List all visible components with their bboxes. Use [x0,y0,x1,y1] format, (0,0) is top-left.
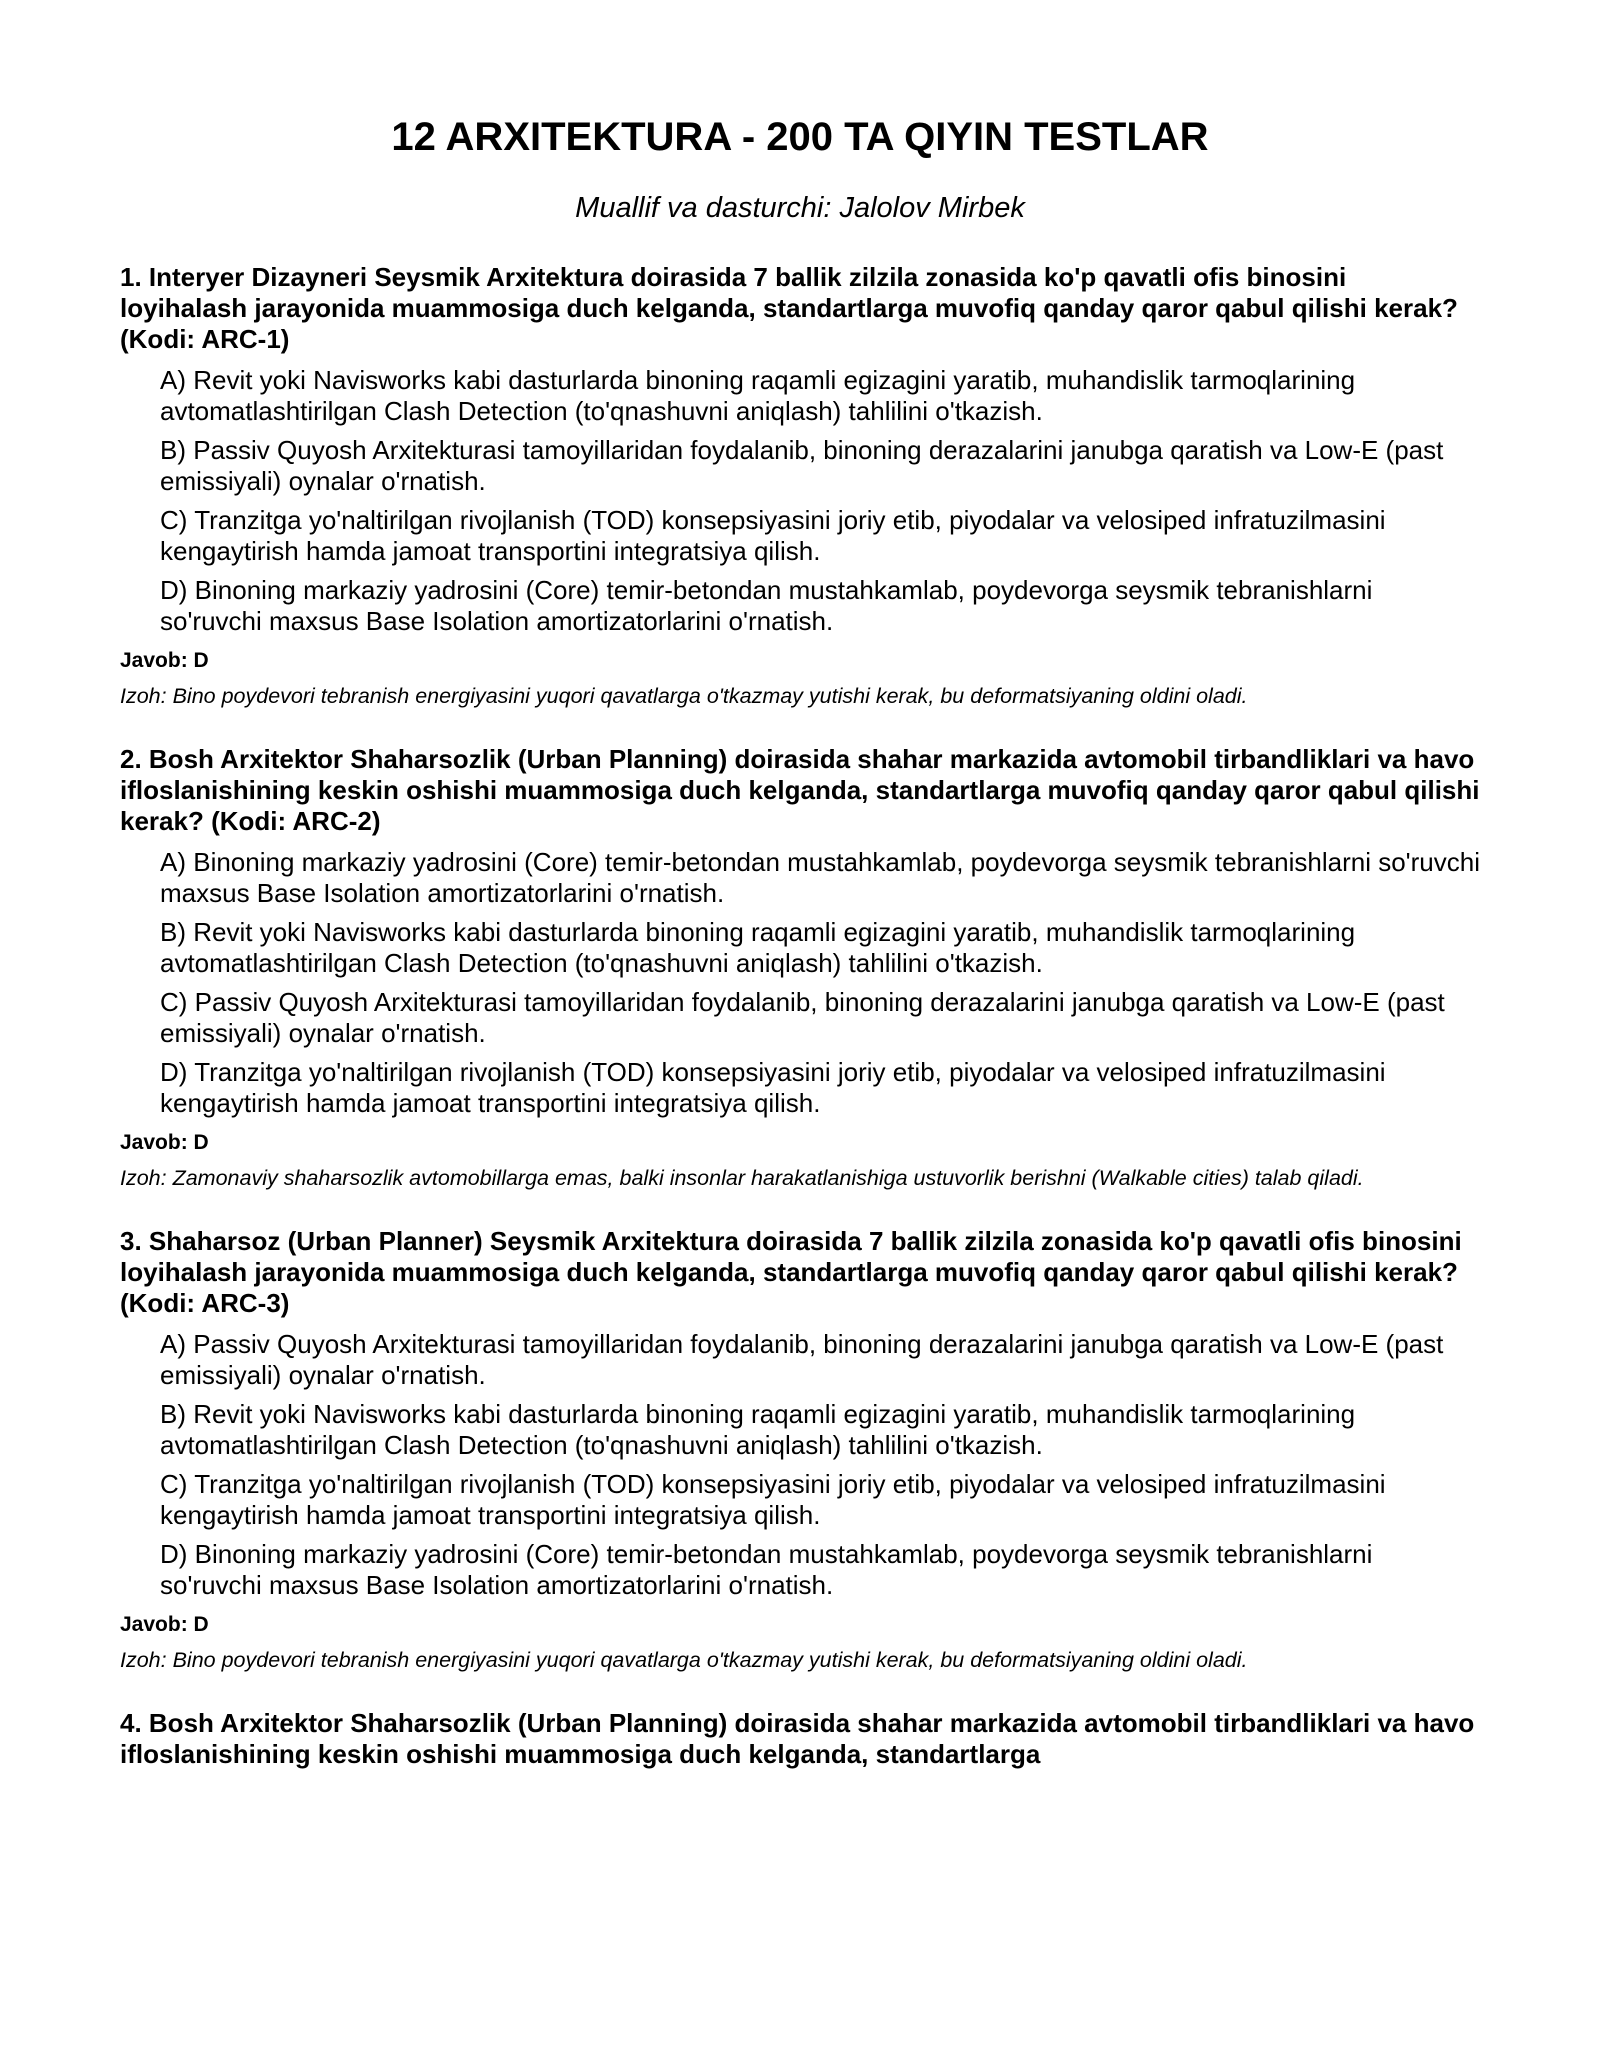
option-c: C) Passiv Quyosh Arxitekturasi tamoyillaridan foydalanib, binoning derazalarini janubga qaratish va Low-E (past emissiyali) oynalar o'rnatish. [160,987,1445,1048]
document-page [120,112,1480,1802]
question-text: 2. Bosh Arxitektor Shaharsozlik (Urban Planning) doirasida shahar markazida avtomobil tirbandliklari va havo ifloslanishining keskin oshishi muammosiga duch kelganda, standartlarga muvofiq qanday qaror qabul qilishi kerak? (Kodi: ARC-2) [120,744,1480,836]
option-d: D) Binoning markaziy yadrosini (Core) temir-betondan mustahkamlab, poydevorga seysmik tebranishlarni so'ruvchi maxsus Base Isolation amortizatorlarini o'rnatish. [160,575,1373,636]
option-d: D) Tranzitga yo'naltirilgan rivojlanish (TOD) konsepsiyasini joriy etib, piyodalar va velosiped infratuzilmasini kengaytirish hamda jamoat transportini integratsiya qilish. [160,1057,1386,1118]
answer-label: Javob: D [120,1613,209,1636]
explanation-note: Izoh: Bino poydevori tebranish energiyasini yuqori qavatlarga o'tkazmay yutishi kerak, bu deformatsiyaning oldini oladi. [120,1648,1248,1672]
option-b: B) Revit yoki Navisworks kabi dasturlarda binoning raqamli egizagini yaratib, muhandislik tarmoqlarining avtomatlashtirilgan Clash Detection (to'qnashuvni aniqlash) tahlilini o'tkazish. [160,1399,1356,1460]
explanation-note: Izoh: Zamonaviy shaharsozlik avtomobillarga emas, balki insonlar harakatlanishiga ustuvorlik berishni (Walkable cities) talab qiladi. [120,1166,1364,1190]
question-text: 1. Interyer Dizayneri Seysmik Arxitektura doirasida 7 ballik zilzila zonasida ko'p qavatli ofis binosini loyihalash jarayonida muammosiga duch kelganda, standartlarga muvofiq qanday qaror qabul qilishi kerak? (Kodi: ARC-1) [120,262,1458,354]
answer-label: Javob: D [120,1131,209,1154]
question-2 [120,744,1480,1194]
option-a: A) Binoning markaziy yadrosini (Core) temir-betondan mustahkamlab, poydevorga seysmik tebranishlarni so'ruvchi maxsus Base Isolation amortizatorlarini o'rnatish. [160,847,1480,908]
question-4 [120,1708,1480,1770]
option-a: A) Revit yoki Navisworks kabi dasturlarda binoning raqamli egizagini yaratib, muhandislik tarmoqlarining avtomatlashtirilgan Clash Detection (to'qnashuvni aniqlash) tahlilini o'tkazish. [160,365,1356,426]
question-1 [120,262,1480,712]
question-text: 4. Bosh Arxitektor Shaharsozlik (Urban Planning) doirasida shahar markazida avtomobil tirbandliklari va havo ifloslanishining keskin oshishi muammosiga duch kelganda, standartlarga [120,1708,1475,1769]
option-a: A) Passiv Quyosh Arxitekturasi tamoyillaridan foydalanib, binoning derazalarini janubga qaratish va Low-E (past emissiyali) oynalar o'rnatish. [160,1329,1444,1390]
question-text: 3. Shaharsoz (Urban Planner) Seysmik Arxitektura doirasida 7 ballik zilzila zonasida ko'p qavatli ofis binosini loyihalash jarayonida muammosiga duch kelganda, standartlarga muvofiq qanday qaror qabul qilishi kerak? (Kodi: ARC-3) [120,1226,1462,1318]
document-title: 12 ARXITEKTURA - 200 TA QIYIN TESTLAR [391,115,1209,159]
option-c: C) Tranzitga yo'naltirilgan rivojlanish (TOD) konsepsiyasini joriy etib, piyodalar va velosiped infratuzilmasini kengaytirish hamda jamoat transportini integratsiya qilish. [160,1469,1386,1530]
document-subtitle: Muallif va dasturchi: Jalolov Mirbek [575,192,1025,224]
option-c: C) Tranzitga yo'naltirilgan rivojlanish (TOD) konsepsiyasini joriy etib, piyodalar va velosiped infratuzilmasini kengaytirish hamda jamoat transportini integratsiya qilish. [160,505,1386,566]
option-b: B) Passiv Quyosh Arxitekturasi tamoyillaridan foydalanib, binoning derazalarini janubga qaratish va Low-E (past emissiyali) oynalar o'rnatish. [160,435,1444,496]
option-d: D) Binoning markaziy yadrosini (Core) temir-betondan mustahkamlab, poydevorga seysmik tebranishlarni so'ruvchi maxsus Base Isolation amortizatorlarini o'rnatish. [160,1539,1373,1600]
explanation-note: Izoh: Bino poydevori tebranish energiyasini yuqori qavatlarga o'tkazmay yutishi kerak, bu deformatsiyaning oldini oladi. [120,684,1248,708]
option-b: B) Revit yoki Navisworks kabi dasturlarda binoning raqamli egizagini yaratib, muhandislik tarmoqlarining avtomatlashtirilgan Clash Detection (to'qnashuvni aniqlash) tahlilini o'tkazish. [160,917,1356,978]
answer-label: Javob: D [120,649,209,672]
question-3 [120,1226,1480,1676]
